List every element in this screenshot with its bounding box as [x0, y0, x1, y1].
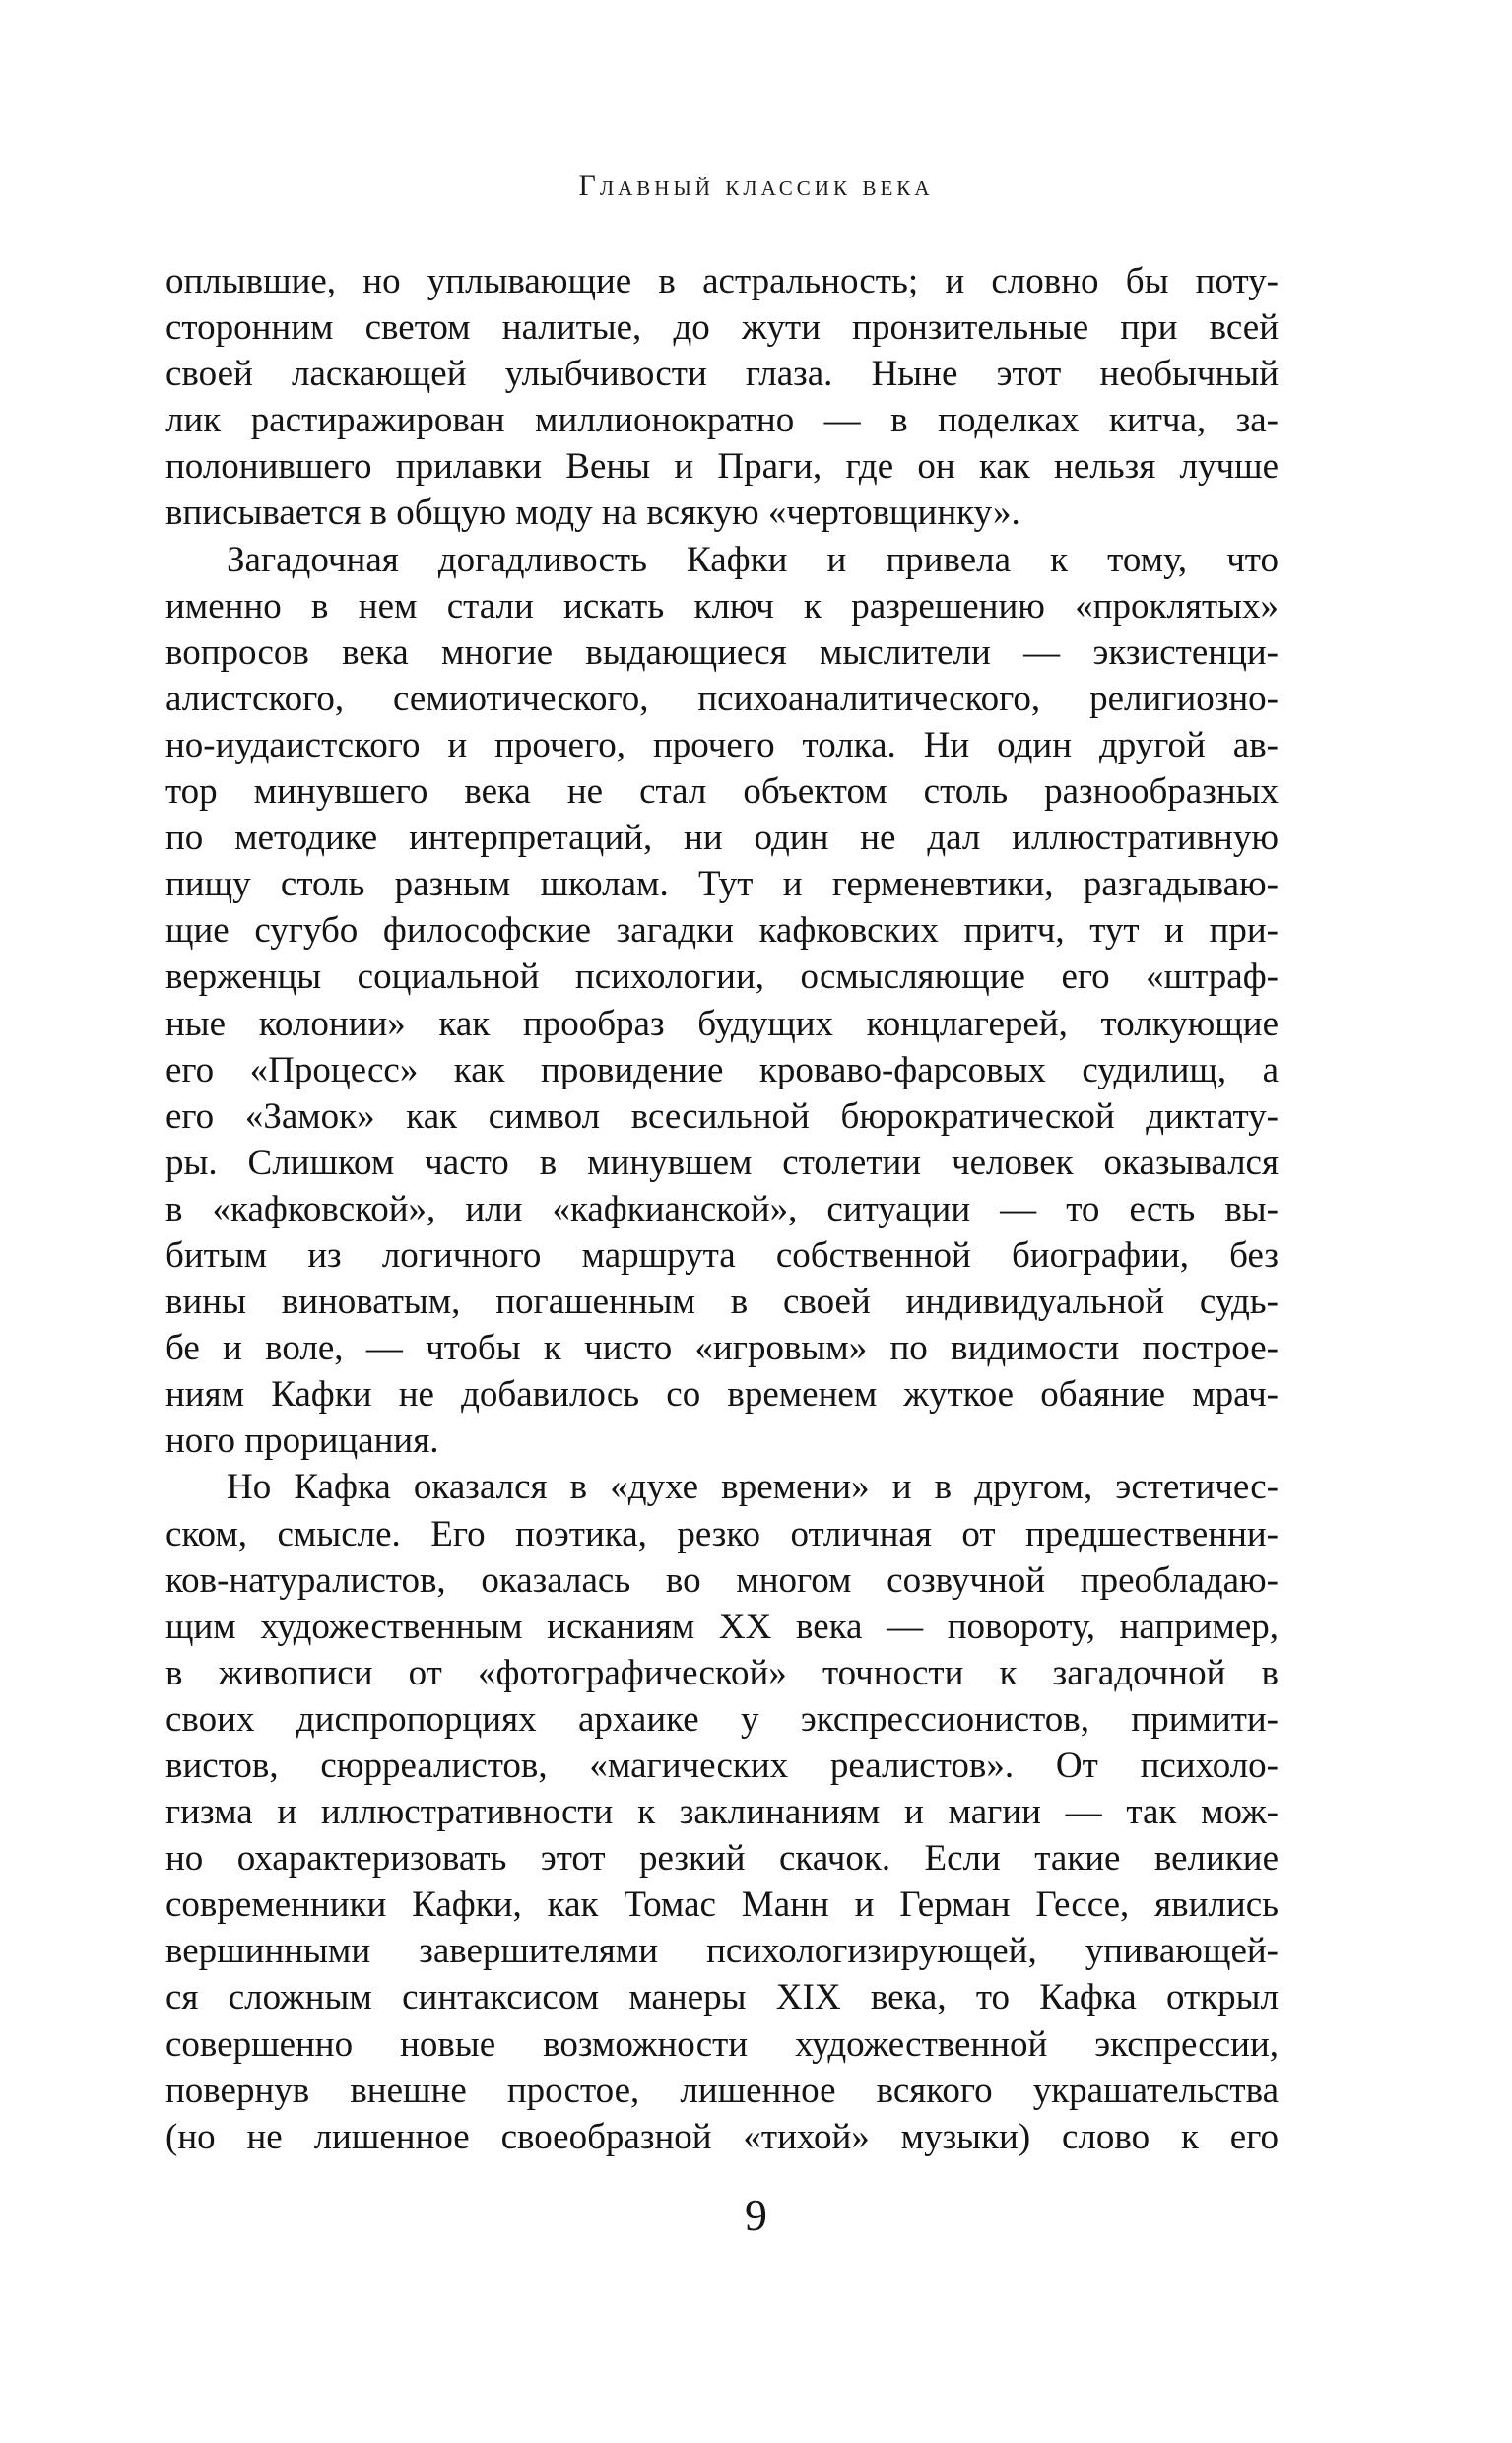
text-line: в «кафковской», или «кафкианской», ситуации — то есть вы- [165, 1188, 1279, 1229]
text-line: щие сугубо философские загадки кафковских притч, тут и при- [165, 910, 1279, 952]
page-number: 9 [745, 2190, 767, 2240]
text-line: именно в нем стали искать ключ к разрешению «проклятых» [165, 585, 1279, 627]
text-line: его «Замок» как символ всесильной бюрократической диктату- [165, 1095, 1279, 1137]
text-line: битым из логичного маршрута собственной биографии, без [165, 1234, 1279, 1276]
text-line: совершенно новые возможности художественной экспрессии, [165, 2023, 1279, 2065]
text-line: полонившего прилавки Вены и Праги, где он как нельзя лучше [165, 446, 1279, 488]
text-line: лик растиражирован миллионократно — в поделках китча, за- [165, 400, 1279, 441]
text-line: вписывается в общую моду на всякую «чертовщинку». [165, 493, 1020, 534]
text-line: вершинными завершителями психологизирующей, упивающей- [165, 1931, 1279, 1972]
text-line: Загадочная догадливость Кафки и привела к тому, что [227, 539, 1279, 580]
text-line: сторонним светом налитые, до жути пронзительные при всей [165, 307, 1279, 349]
text-line: своих диспропорциях архаике у экспрессионистов, примити- [165, 1698, 1279, 1740]
text-line: ного прорицания. [165, 1420, 439, 1462]
text-line: повернув внешне простое, лишенное всякого украшательства [165, 2070, 1279, 2111]
text-line: вопросов века многие выдающиеся мыслители — экзистенци- [165, 631, 1279, 673]
paragraph [165, 258, 1279, 537]
running-head: Главный классик века [578, 169, 934, 202]
text-line: в живописи от «фотографической» точности к загадочной в [165, 1652, 1279, 1693]
text-line: ниям Кафки не добавилось со временем жуткое обаяние мрач- [165, 1374, 1279, 1416]
text-line: но охарактеризовать этот резкий скачок. Если такие великие [165, 1838, 1279, 1880]
text-line: (но не лишенное своеобразной «тихой» музыки) слово к его [165, 2116, 1279, 2157]
text-line: ные колонии» как прообраз будущих концлагерей, толкующие [165, 1003, 1279, 1044]
text-line: бе и воле, — чтобы к чисто «игровым» по видимости построе- [165, 1328, 1279, 1369]
text-line: своей ласкающей улыбчивости глаза. Ныне этот необычный [165, 354, 1279, 395]
text-line: вины виноватым, погашенным в своей индивидуальной судь- [165, 1282, 1279, 1323]
paragraph [165, 537, 1279, 1465]
text-line: его «Процесс» как провидение кроваво-фарсовых судилищ, а [165, 1049, 1279, 1090]
text-line: но-иудаистского и прочего, прочего толка. Ни один другой ав- [165, 724, 1279, 765]
text-line: верженцы социальной психологии, осмысляющие его «штраф- [165, 957, 1279, 998]
paragraph [165, 1464, 1279, 2159]
text-line: ся сложным синтаксисом манеры XIX века, то Кафка открыл [165, 1977, 1279, 2018]
text-line: тор минувшего века не стал объектом столь разнообразных [165, 771, 1279, 813]
text-line: вистов, сюрреалистов, «магических реалистов». От психоло- [165, 1746, 1279, 1786]
text-line: ском, смысле. Его поэтика, резко отличная от предшественни- [165, 1513, 1279, 1554]
text-line: Но Кафка оказался в «духе времени» и в другом, эстетичес- [227, 1467, 1279, 1508]
text-line: гизма и иллюстративности к заклинаниям и магии — так мож- [165, 1792, 1279, 1833]
text-line: пищу столь разным школам. Тут и герменевтики, разгадываю- [165, 864, 1279, 905]
text-line: щим художественным исканиям XX века — повороту, например, [165, 1606, 1279, 1647]
text-line: оплывшие, но уплывающие в астральность; и словно бы поту- [165, 261, 1279, 301]
text-line: по методике интерпретаций, ни один не дал иллюстративную [165, 818, 1279, 859]
text-line: алистского, семиотического, психоаналитического, религиозно- [165, 678, 1279, 719]
text-line: современники Кафки, как Томас Манн и Герман Гессе, явились [165, 1884, 1279, 1926]
text-line: ры. Слишком часто в минувшем столетии человек оказывался [165, 1142, 1279, 1183]
text-line: ков-натуралистов, оказалась во многом созвучной преобладаю- [165, 1559, 1279, 1601]
body-text [165, 258, 1279, 2160]
